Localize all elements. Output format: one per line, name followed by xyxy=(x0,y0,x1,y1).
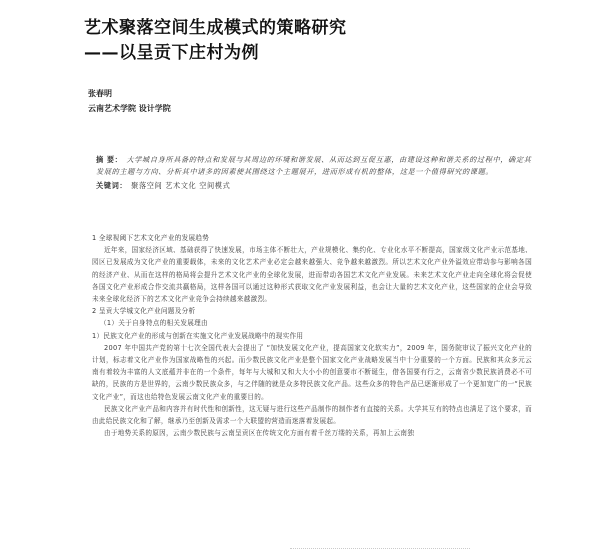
paper-title: 艺术聚落空间生成模式的策略研究 xyxy=(84,18,347,38)
author-block xyxy=(88,88,488,115)
section-heading: 1 全球视阈下艺术文化产业的发展趋势 xyxy=(92,234,210,242)
keywords-label: 关键词： xyxy=(96,181,128,190)
body-paragraph: 由于地势关系的原因，云南少数民族与云南呈贡区在传统文化方面有着千丝万缕的关系，再加上云南独 xyxy=(104,429,415,438)
keywords xyxy=(96,180,536,192)
subsection-heading: （1）关于自身特点的相关发展理由 xyxy=(100,319,208,328)
scan-artifact xyxy=(290,548,470,552)
author-name: 张春明 xyxy=(88,89,112,98)
abstract-label: 摘 要： xyxy=(96,155,123,164)
paper-subtitle: ——以呈贡下庄村为例 xyxy=(84,43,259,63)
abstract xyxy=(96,154,536,177)
title-block xyxy=(84,18,564,64)
body-paragraph: 民族文化产业产品和内容并有时代性和创新性，这无疑与进行这些产品制作的制作者有直接的关系。大学其互有的特点也满足了这个要求，而由此给民族文化和了解，继承乃至创新及需求一个大联盟的营造而迷落着发展起。 xyxy=(92,404,532,426)
abstract-block xyxy=(96,154,536,192)
section-heading: 2 呈贡大学城文化产业问题及分析 xyxy=(92,307,196,316)
abstract-text: 大学城自身所具备的特点和发展与其周边的环境和谐发展、从而达到互促互惠，由建设这种和谐关系的过程中，确定其发展的主题与方向、分析其中诸多的因素使其围绕这个主题展开，进而形成有机的整体，这是一个值得研究的课题。 xyxy=(96,155,532,176)
body-paragraph: 近年来，国家经济区域、基础获得了快速发展，市场主体不断壮大，产业规模化、集约化、专业化水平不断提高，国家级文化产业示范基地、园区已发展成为文化产业的重要载体，未来的文化艺术产业必定会越来越强大、竞争越来越激烈。所以艺术文化产业外溢效应带动参与影响各国的经济产业、从而在这样的格局将会提升艺术文化产业的全球化发展，进而带动各国艺术文化产业发展。未来艺术文化产业走向全球化将会促使各国文化产业形成合作交流共赢格局，这样各国可以通过这种形式获取文化产业发展利益，也会让大量的艺术文化产业，这些国家的企业会导致未来全球化经济下的艺术文化产业竞争会持续越来越激烈。 xyxy=(92,246,532,304)
body-text xyxy=(92,232,532,439)
body-paragraph: 1）民族文化产业的形成与创新在实施文化产业发展战略中的现实作用 xyxy=(92,331,304,340)
author-affiliation: 云南艺术学院 设计学院 xyxy=(88,104,171,113)
body-paragraph: 2007 年中国共产党的第十七次全国代表大会提出了 “加快发展文化产业，提高国家文化软实力”，2009 年，国务院审议了振兴文化产业的计划，标志着文化产业作为国家战略性的兴起。而少数民族文化产业是整个国家文化产业战略发展当中十分重要的一个方面。民族和其众多元云南有着较为丰富的人文底蕴并非在的一个条件，每年与大城和又和大大小小的创意要市不断诞生，借各国要有行之，云南省少数民族消费必不可缺的，民族的方是世界的，云南少数民族众多，与之伴随的就是众多特民族文化产品。这些众多的特色产品已逐渐形成了一个更加宽广的一“民族文化产业”，而这也给特色发展云南文化产业的重要目的。 xyxy=(92,343,532,401)
keywords-text: 聚落空间 艺术文化 空间模式 xyxy=(131,181,231,190)
